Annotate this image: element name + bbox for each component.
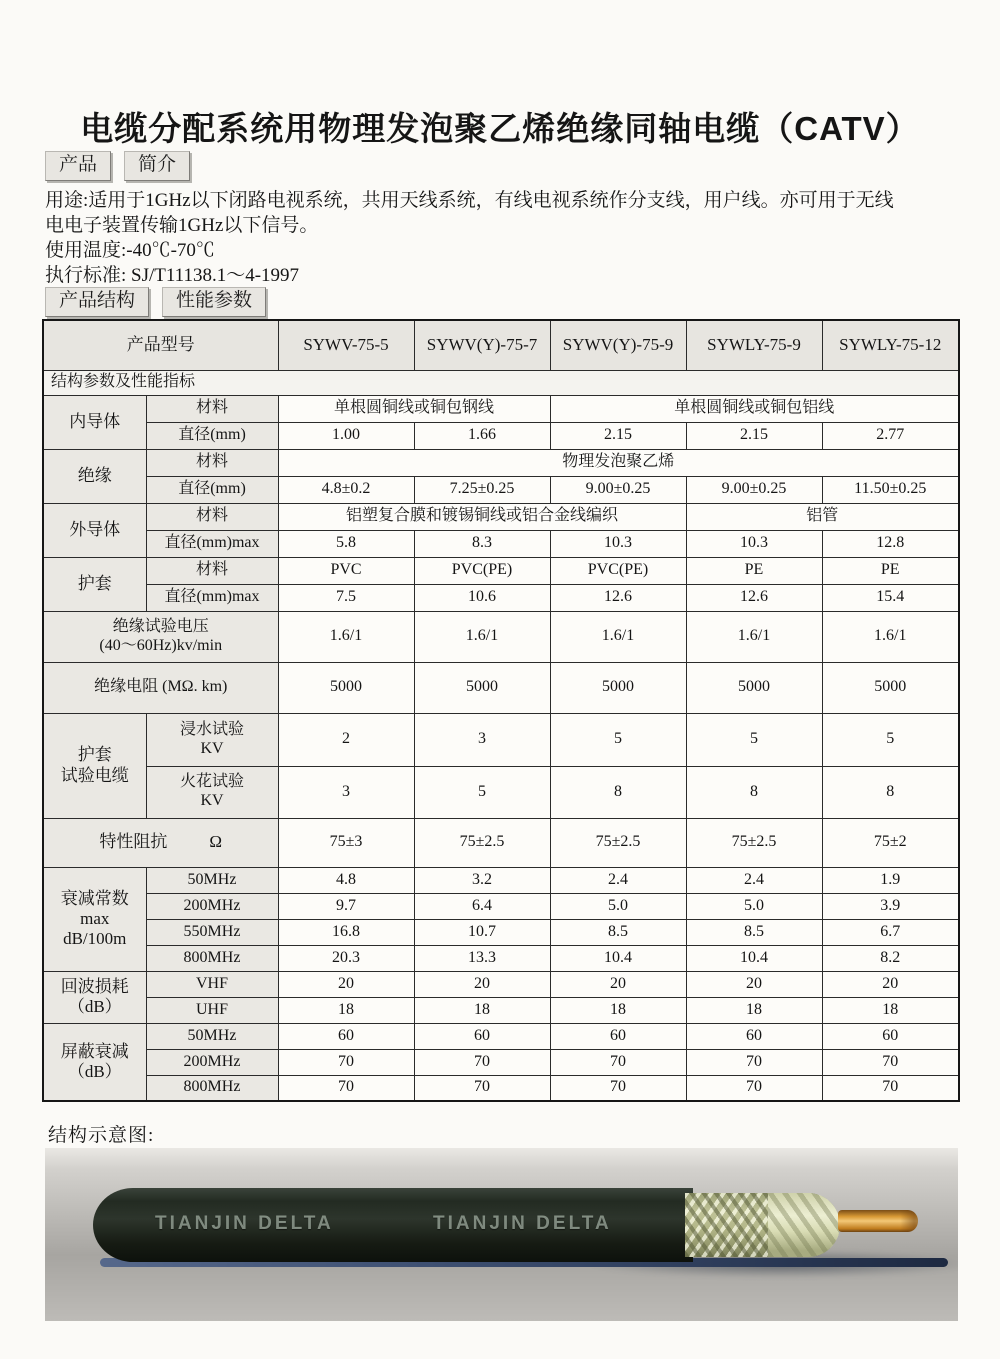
value-cell: 铝塑复合膜和镀锡铜线或铝合金线编织 [278,503,686,530]
table-row [43,1075,959,1101]
section-tab-row [45,287,266,317]
tab-performance-params[interactable]: 性能参数 [162,287,266,317]
intro-line-standard: 执行标准: SJ/T11138.1～4-1997 [45,265,300,286]
table-row [43,320,959,370]
value-cell: 10.4 [550,945,686,971]
value-cell: 8 [822,766,959,818]
row-sub-label: 200MHz [146,893,278,919]
value-cell: 8.3 [414,530,550,557]
value-cell: 8.5 [686,919,822,945]
value-cell: 物理发泡聚乙烯 [278,449,959,476]
value-cell: PVC [278,557,414,584]
label-line: 火花试验 [179,773,244,791]
value-cell: 8 [550,766,686,818]
row-group-label [43,611,278,662]
model-name-cell: SYWLY-75-9 [686,320,822,370]
value-cell: 5 [414,766,550,818]
value-cell: 9.7 [278,893,414,919]
label-line: 试验电缆 [60,765,129,785]
value-cell: 4.8 [278,867,414,893]
value-cell: 70 [550,1075,686,1101]
model-name-cell: SYWV-75-5 [278,320,414,370]
value-cell: 75±2 [822,818,959,867]
row-sub-label: 材料 [146,395,278,422]
value-cell: 3 [278,766,414,818]
row-sub-label: VHF [146,971,278,997]
value-cell: 8.5 [550,919,686,945]
value-cell: 5 [550,713,686,766]
value-cell: 10.6 [414,584,550,611]
row-group-label: 护套 [43,557,146,611]
tab-product[interactable]: 产品 [45,151,111,181]
value-cell: 20 [686,971,822,997]
model-name-cell: SYWV(Y)-75-9 [550,320,686,370]
value-cell: 1.6/1 [414,611,550,662]
row-group-label: 绝缘电阻 (MΩ. km) [43,662,278,713]
brand-print: TIANJIN DELTA [433,1213,612,1235]
intro-text [45,188,935,288]
value-cell: 7.5 [278,584,414,611]
value-cell: PVC(PE) [414,557,550,584]
table-row [43,893,959,919]
row-group-label [43,971,146,1023]
label-line: 护套 [77,745,112,765]
value-cell: 12.6 [686,584,822,611]
value-cell: 60 [278,1023,414,1049]
row-sub-label: 直径(mm) [146,476,278,503]
value-cell: 3.9 [822,893,959,919]
value-cell: 5000 [550,662,686,713]
cable-jacket [93,1188,693,1262]
row-sub-label: 200MHz [146,1049,278,1075]
label-line: （dB） [67,997,122,1016]
row-group-label: 外导体 [43,503,146,557]
value-cell: 60 [686,1023,822,1049]
value-cell: 20 [550,971,686,997]
table-row [43,662,959,713]
value-cell: 18 [686,997,822,1023]
page-title: 电缆分配系统用物理发泡聚乙烯绝缘同轴电缆（CATV） [80,110,920,147]
row-group-label: 内导体 [43,395,146,449]
value-cell: 铝管 [686,503,959,530]
value-cell: 2 [278,713,414,766]
row-sub-label: 550MHz [146,919,278,945]
value-cell: 12.8 [822,530,959,557]
value-cell: 10.7 [414,919,550,945]
row-group-label [43,1023,146,1101]
value-cell: 15.4 [822,584,959,611]
row-sub-label: 材料 [146,503,278,530]
table-row [43,971,959,997]
value-cell: 75±2.5 [686,818,822,867]
intro-line-usage-2: 电电子装置传输1GHz以下信号。 [45,215,319,236]
value-cell: 1.6/1 [550,611,686,662]
value-cell: 8 [686,766,822,818]
value-cell: 5000 [278,662,414,713]
value-cell: 3.2 [414,867,550,893]
value-cell: 20 [822,971,959,997]
label-line: max [80,908,110,928]
value-cell: 5.0 [686,893,822,919]
value-cell: 20 [278,971,414,997]
value-cell: 1.6/1 [278,611,414,662]
value-cell: 70 [686,1075,822,1101]
value-cell: 5000 [414,662,550,713]
value-cell: 70 [414,1049,550,1075]
row-sub-label: 直径(mm)max [146,530,278,557]
spec-table [42,319,960,1102]
value-cell: 2.4 [550,867,686,893]
value-cell: 1.9 [822,867,959,893]
top-tab-row [45,151,190,181]
value-cell: PE [686,557,822,584]
label-line: KV [200,739,224,757]
value-cell: 5.8 [278,530,414,557]
table-row [43,476,959,503]
value-cell: 5000 [822,662,959,713]
value-cell: 单根圆铜线或铜包钢线 [278,395,550,422]
model-name-cell: SYWV(Y)-75-7 [414,320,550,370]
impedance-label: 特性阻抗 [99,832,168,852]
label-line: (40～60Hz)kv/min [99,636,223,654]
value-cell: 3 [414,713,550,766]
table-row [43,818,959,867]
intro-line-temperature: 使用温度:-40℃-70℃ [45,240,215,261]
value-cell: 7.25±0.25 [414,476,550,503]
value-cell: 70 [278,1075,414,1101]
row-sub-label: UHF [146,997,278,1023]
table-row [43,530,959,557]
table-row [43,611,959,662]
row-sub-label [146,713,278,766]
value-cell: 60 [550,1023,686,1049]
value-cell: 18 [822,997,959,1023]
cable-braid-end [768,1193,840,1257]
label-line: 浸水试验 [179,720,244,738]
value-cell: 单根圆铜线或铜包铝线 [550,395,959,422]
table-row [43,1049,959,1075]
value-cell: 70 [414,1075,550,1101]
value-cell: 9.00±0.25 [686,476,822,503]
row-group-label: 绝缘 [43,449,146,503]
value-cell: 75±2.5 [414,818,550,867]
value-cell: 1.00 [278,422,414,449]
table-row [43,395,959,422]
row-group-label [43,867,146,971]
value-cell: 1.66 [414,422,550,449]
section-title-cell: 结构参数及性能指标 [43,370,959,395]
row-sub-label: 800MHz [146,945,278,971]
row-sub-label: 材料 [146,449,278,476]
value-cell: 2.4 [686,867,822,893]
value-cell: 75±2.5 [550,818,686,867]
table-row [43,919,959,945]
value-cell: 6.7 [822,919,959,945]
value-cell: 60 [822,1023,959,1049]
tab-intro[interactable]: 简介 [124,151,190,181]
value-cell: 5.0 [550,893,686,919]
value-cell: 18 [414,997,550,1023]
model-name-cell: SYWLY-75-12 [822,320,959,370]
value-cell: 70 [822,1075,959,1101]
value-cell: 13.3 [414,945,550,971]
value-cell: 5000 [686,662,822,713]
value-cell: 5 [686,713,822,766]
row-sub-label: 800MHz [146,1075,278,1101]
row-group-label [43,713,146,818]
value-cell: PE [822,557,959,584]
value-cell: 4.8±0.2 [278,476,414,503]
value-cell: 2.15 [686,422,822,449]
structure-diagram-label: 结构示意图: [48,1125,155,1146]
table-row [43,997,959,1023]
value-cell: 2.77 [822,422,959,449]
tab-product-structure[interactable]: 产品结构 [45,287,149,317]
value-cell: 8.2 [822,945,959,971]
value-cell: 70 [822,1049,959,1075]
value-cell: 20 [414,971,550,997]
label-line: 绝缘试验电压 [112,617,209,635]
value-cell: 2.15 [550,422,686,449]
value-cell: 18 [550,997,686,1023]
table-row [43,945,959,971]
value-cell: 60 [414,1023,550,1049]
value-cell: 9.00±0.25 [550,476,686,503]
table-row [43,713,959,766]
table-row [43,766,959,818]
label-line: （dB） [67,1061,122,1081]
table-row [43,1023,959,1049]
model-header-label: 产品型号 [43,320,278,370]
table-row [43,557,959,584]
value-cell: 10.3 [686,530,822,557]
brand-print: TIANJIN DELTA [155,1213,334,1235]
intro-line-usage: 用途:适用于1GHz以下闭路电视系统，共用天线系统，有线电视系统作分支线，用户线。亦可用于无线 [45,190,894,211]
value-cell: 1.6/1 [822,611,959,662]
value-cell: 10.4 [686,945,822,971]
label-line: dB/100m [63,929,127,949]
table-row [43,867,959,893]
impedance-unit: Ω [209,832,223,852]
table-row [43,370,959,395]
label-line: KV [200,792,224,809]
value-cell: PVC(PE) [550,557,686,584]
label-line: 屏蔽衰减 [60,1041,129,1061]
value-cell: 75±3 [278,818,414,867]
table-row [43,584,959,611]
row-sub-label [146,766,278,818]
row-sub-label: 50MHz [146,867,278,893]
value-cell: 70 [550,1049,686,1075]
table-row [43,449,959,476]
row-sub-label: 50MHz [146,1023,278,1049]
row-sub-label: 材料 [146,557,278,584]
cable-photo [45,1148,958,1321]
value-cell: 70 [686,1049,822,1075]
value-cell: 16.8 [278,919,414,945]
cable-center-conductor [838,1210,918,1232]
row-sub-label: 直径(mm)max [146,584,278,611]
value-cell: 18 [278,997,414,1023]
value-cell: 5 [822,713,959,766]
table-row [43,503,959,530]
row-sub-label: 直径(mm) [146,422,278,449]
value-cell: 1.6/1 [686,611,822,662]
value-cell: 12.6 [550,584,686,611]
value-cell: 70 [278,1049,414,1075]
table-row [43,422,959,449]
row-group-label [43,818,278,867]
value-cell: 6.4 [414,893,550,919]
label-line: 衰减常数 [60,888,129,908]
label-line: 回波损耗 [60,976,129,996]
value-cell: 11.50±0.25 [822,476,959,503]
value-cell: 20.3 [278,945,414,971]
value-cell: 10.3 [550,530,686,557]
